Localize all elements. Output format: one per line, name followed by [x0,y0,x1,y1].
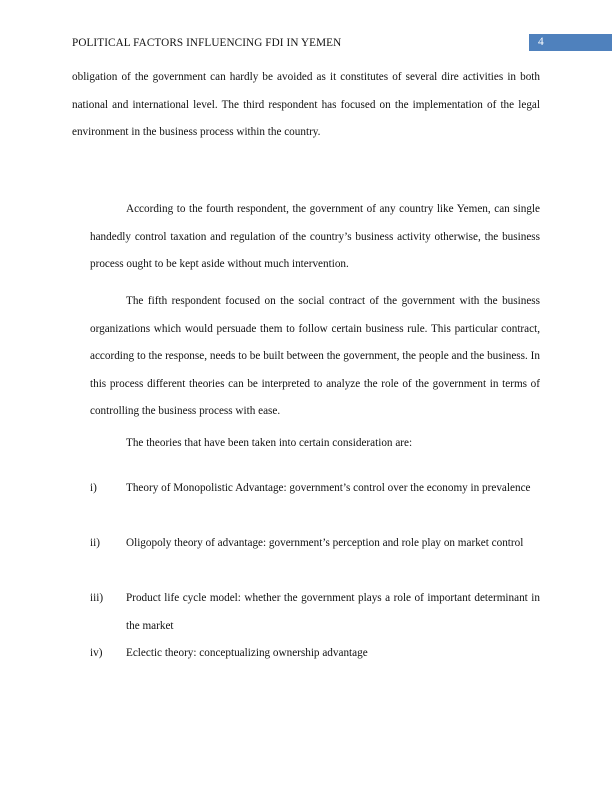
running-header-title: POLITICAL FACTORS INFLUENCING FDI IN YEMEN [72,37,342,49]
page-number-badge: 4 [529,34,612,51]
list-item-number: iv) [90,647,103,659]
list-item-number: ii) [90,537,100,549]
list-item-text: Product life cycle model: whether the government plays a role of important determinant in the market [126,592,540,632]
list-item-number: i) [90,482,97,494]
paragraph-fifth-respondent: The fifth respondent focused on the social contract of the government with the business organizations which would persuade them to follow certain business rule. This particular contract, according to the response, needs to be built between the government, the people and the business. In this process different theories can be interpreted to analyze the role of the government in terms of controlling the business process with ease. [90,295,540,418]
list-item-text: Eclectic theory: conceptualizing ownership advantage [126,647,368,659]
list-item-number: iii) [90,592,104,604]
list-item-text: Oligopoly theory of advantage: government’s perception and role play on market control [126,537,524,549]
paragraph-fourth-respondent: According to the fourth respondent, the government of any country like Yemen, can single handedly control taxation and regulation of the country’s business activity otherwise, the business process ought to be kept aside without much intervention. [90,203,540,271]
paragraph-continuation: obligation of the government can hardly be avoided as it constitutes of several dire activities in both national and international level. The third respondent has focused on the implementation of the legal environment in the business process within the country. [72,71,540,139]
paragraph-theories-intro: The theories that have been taken into certain consideration are: [126,437,413,449]
list-item-text: Theory of Monopolistic Advantage: government’s control over the economy in prevalence [126,482,531,494]
